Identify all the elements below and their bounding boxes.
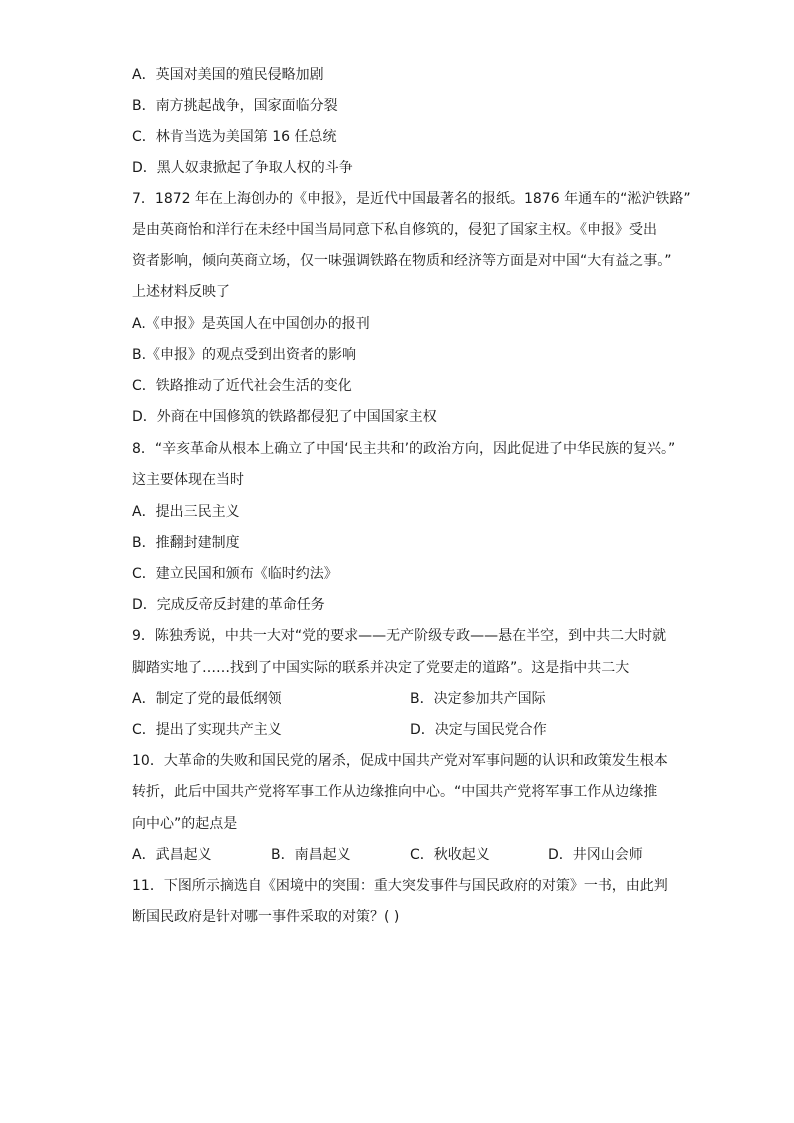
q7-stem-line: 资者影响，倾向英商立场，仅一味强调铁路在物质和经济等方面是对中国“大有益之事。” xyxy=(132,253,672,269)
q6-option-c: C．林肯当选为美国第 16 任总统 xyxy=(132,129,337,145)
q6-option-b: B．南方挑起战争，国家面临分裂 xyxy=(132,98,338,114)
q10-option-b: B．南昌起义 xyxy=(271,847,351,863)
q10-option-c: C．秋收起义 xyxy=(410,847,490,863)
q9-option-a: A．制定了党的最低纲领 xyxy=(132,691,282,707)
q11-stem-line: 断国民政府是针对哪一事件采取的对策？( ) xyxy=(132,909,400,925)
q7-option-d: D．外商在中国修筑的铁路都侵犯了中国国家主权 xyxy=(132,409,437,425)
q8-option-a: A．提出三民主义 xyxy=(132,504,240,520)
q9-stem-line: 9．陈独秀说，中共一大对“党的要求——无产阶级专政——悬在半空，到中共二大时就 xyxy=(132,628,667,644)
q8-stem-line: 8．“辛亥革命从根本上确立了中国‘民主共和’的政治方向，因此促进了中华民族的复兴。” xyxy=(132,441,676,457)
q8-option-b: B．推翻封建制度 xyxy=(132,535,240,551)
q6-option-a: A．英国对美国的殖民侵略加剧 xyxy=(132,67,324,83)
q7-option-c: C．铁路推动了近代社会生活的变化 xyxy=(132,378,352,394)
q8-stem-line: 这主要体现在当时 xyxy=(132,472,244,488)
q10-stem-line: 向中心”的起点是 xyxy=(132,816,238,832)
q10-stem-line: 10．大革命的失败和国民党的屠杀，促成中国共产党对军事问题的认识和政策发生根本 xyxy=(132,753,668,769)
q7-option-b: B.《申报》的观点受到出资者的影响 xyxy=(132,347,357,363)
q7-option-a: A.《申报》是英国人在中国创办的报刊 xyxy=(132,316,370,332)
q7-stem-line: 上述材料反映了 xyxy=(132,284,230,300)
q9-option-b: B．决定参加共产国际 xyxy=(410,691,546,707)
q7-stem-line: 7．1872 年在上海创办的《申报》，是近代中国最著名的报纸。1876 年通车的“淞沪铁路” xyxy=(132,191,691,207)
q8-option-c: C．建立民国和颁布《临时约法》 xyxy=(132,566,338,582)
q10-option-a: A．武昌起义 xyxy=(132,847,212,863)
q7-stem-line: 是由英商怡和洋行在未经中国当局同意下私自修筑的，侵犯了国家主权。《申报》受出 xyxy=(132,222,657,238)
q10-stem-line: 转折，此后中国共产党将军事工作从边缘推向中心。“中国共产党将军事工作从边缘推 xyxy=(132,784,658,800)
q6-option-d: D．黑人奴隶掀起了争取人权的斗争 xyxy=(132,160,353,176)
q10-option-d: D．井冈山会师 xyxy=(548,847,643,863)
q8-option-d: D．完成反帝反封建的革命任务 xyxy=(132,597,325,613)
q9-option-d: D．决定与国民党合作 xyxy=(410,722,547,738)
q9-stem-line: 脚踏实地了……找到了中国实际的联系并决定了党要走的道路”。这是指中共二大 xyxy=(132,660,630,676)
q11-stem-line: 11．下图所示摘选自《困境中的突围：重大突发事件与国民政府的对策》一书，由此判 xyxy=(132,878,668,894)
q9-option-c: C．提出了实现共产主义 xyxy=(132,722,282,738)
